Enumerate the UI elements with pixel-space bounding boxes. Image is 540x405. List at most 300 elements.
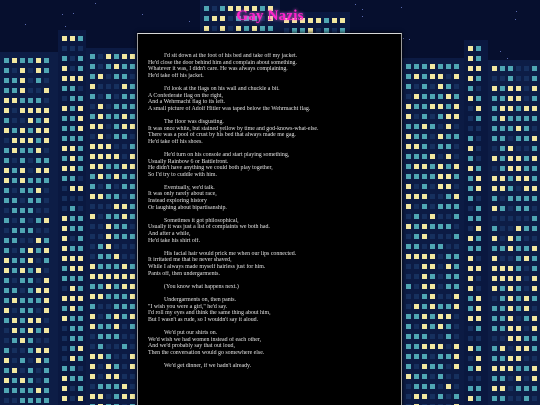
building-window <box>28 388 33 393</box>
building-window <box>78 216 83 221</box>
building-window <box>500 156 505 161</box>
building-window <box>468 56 473 61</box>
building-window <box>114 194 119 199</box>
poem-content-box[interactable] <box>137 33 402 405</box>
building-window <box>20 138 25 143</box>
building-window <box>28 328 33 333</box>
building-window <box>500 196 505 201</box>
building-window <box>98 324 103 329</box>
building-window <box>98 394 103 399</box>
building-window <box>4 358 9 363</box>
building-window <box>78 356 83 361</box>
building-window <box>36 188 41 193</box>
page-title: Gay Nazis <box>236 8 304 24</box>
building-window <box>492 76 497 81</box>
building-window <box>44 268 49 273</box>
poem-line: He'd take his shirt off. <box>148 237 201 244</box>
building-window <box>438 384 443 389</box>
building-window <box>414 214 419 219</box>
building-window <box>446 154 451 159</box>
building-window <box>524 156 529 161</box>
building-window <box>516 156 521 161</box>
building-window <box>406 144 411 149</box>
building-window <box>20 278 25 283</box>
building-window <box>78 86 83 91</box>
building-window <box>508 376 513 381</box>
building-window <box>422 104 427 109</box>
building-window <box>78 66 83 71</box>
building-window <box>476 306 481 311</box>
building-window <box>492 396 497 401</box>
building-window <box>414 64 419 69</box>
building-window <box>422 164 427 169</box>
building-window <box>524 276 529 281</box>
building-window <box>492 176 497 181</box>
building-window <box>406 274 411 279</box>
building-window <box>44 308 49 313</box>
building-window <box>106 64 111 69</box>
building-window <box>62 386 67 391</box>
building-window <box>12 218 17 223</box>
building-window <box>36 368 41 373</box>
building-window <box>36 118 41 123</box>
building-window <box>414 204 419 209</box>
building-window <box>90 334 95 339</box>
building-window <box>4 228 9 233</box>
building-window <box>492 136 497 141</box>
building-window <box>106 74 111 79</box>
building-window <box>532 196 537 201</box>
building-window <box>4 388 9 393</box>
building-window <box>508 66 513 71</box>
building-window <box>44 328 49 333</box>
building-window <box>28 398 33 403</box>
building-window <box>130 384 135 389</box>
building-window <box>28 368 33 373</box>
building-window <box>524 396 529 401</box>
building-window <box>422 64 427 69</box>
building-window <box>454 224 459 229</box>
building-window <box>62 206 67 211</box>
building-window <box>70 196 75 201</box>
building-window <box>130 84 135 89</box>
building-window <box>422 224 427 229</box>
building-window <box>524 126 529 131</box>
building-window <box>532 176 537 181</box>
building-window <box>438 74 443 79</box>
building-window <box>70 296 75 301</box>
building-window <box>406 334 411 339</box>
building-window <box>500 316 505 321</box>
building-window <box>98 144 103 149</box>
building-window <box>44 318 49 323</box>
building-window <box>430 334 435 339</box>
building-window <box>4 378 9 383</box>
building-window <box>500 326 505 331</box>
building-window <box>4 158 9 163</box>
building-window <box>44 98 49 103</box>
poem-line: A Confederate flag on the right, <box>148 92 223 99</box>
building-window <box>44 88 49 93</box>
building-window <box>454 194 459 199</box>
building-window <box>438 154 443 159</box>
building-window <box>468 396 473 401</box>
building-window <box>122 174 127 179</box>
building-window <box>468 306 473 311</box>
building-window <box>516 66 521 71</box>
building-window <box>422 254 427 259</box>
poem-line: He'd close the door behind him and complain about something. <box>148 59 297 66</box>
building-window <box>446 344 451 349</box>
building-window <box>492 266 497 271</box>
building-window <box>62 66 67 71</box>
building-window <box>62 186 67 191</box>
building-window <box>476 226 481 231</box>
building-window <box>20 398 25 403</box>
building-window <box>422 184 427 189</box>
building-window <box>454 84 459 89</box>
building-window <box>508 306 513 311</box>
building-window <box>500 386 505 391</box>
poem-line: So I'd try to cuddle with him. <box>148 171 217 178</box>
building-window <box>12 378 17 383</box>
building-window <box>106 214 111 219</box>
building-window <box>98 94 103 99</box>
building-window <box>430 274 435 279</box>
building-window <box>532 346 537 351</box>
building-window <box>122 74 127 79</box>
building-window <box>524 166 529 171</box>
building-window <box>438 314 443 319</box>
building-window <box>130 104 135 109</box>
building-window <box>516 216 521 221</box>
building-window <box>114 124 119 129</box>
star <box>355 4 356 5</box>
building-window <box>28 268 33 273</box>
building-window <box>122 104 127 109</box>
building-window <box>438 284 443 289</box>
building-window <box>36 168 41 173</box>
building-window <box>12 98 17 103</box>
building-window <box>524 326 529 331</box>
building-window <box>90 184 95 189</box>
building-window <box>422 284 427 289</box>
building-window <box>430 294 435 299</box>
building-window <box>454 324 459 329</box>
building-window <box>508 96 513 101</box>
building-window <box>476 286 481 291</box>
building-window <box>500 266 505 271</box>
poem-line: It irritated me that he never shaved, <box>148 257 232 264</box>
building-window <box>70 36 75 41</box>
poem-stanza <box>148 251 393 277</box>
building-window <box>414 114 419 119</box>
building-window <box>406 174 411 179</box>
building-window <box>36 378 41 383</box>
building-window <box>62 126 67 131</box>
building-window <box>500 396 505 401</box>
building-window <box>422 364 427 369</box>
building-window <box>430 174 435 179</box>
building-window <box>12 248 17 253</box>
building-window <box>476 316 481 321</box>
building-window <box>476 246 481 251</box>
building-window <box>20 378 25 383</box>
building-window <box>106 304 111 309</box>
building-window <box>454 304 459 309</box>
building-window <box>28 58 33 63</box>
building-window <box>422 394 427 399</box>
building-window <box>20 208 25 213</box>
building-window <box>98 234 103 239</box>
building-window <box>532 336 537 341</box>
building-window <box>122 254 127 259</box>
building-window <box>36 148 41 153</box>
building-window <box>12 88 17 93</box>
building-window <box>532 66 537 71</box>
building-window <box>130 304 135 309</box>
poem-line: Undergarments on, then pants. <box>164 297 237 304</box>
building-window <box>430 364 435 369</box>
building-window <box>28 248 33 253</box>
poem-line: It was once white, but stained yellow by time and god-knows-what-else. <box>148 125 319 132</box>
building-window <box>114 294 119 299</box>
building-window <box>36 158 41 163</box>
building-window <box>20 68 25 73</box>
building-window <box>106 314 111 319</box>
building-window <box>438 364 443 369</box>
building-window <box>500 186 505 191</box>
building-window <box>44 68 49 73</box>
building-window <box>62 36 67 41</box>
building-window <box>430 374 435 379</box>
building-window <box>130 364 135 369</box>
building-window <box>62 276 67 281</box>
building-window <box>36 138 41 143</box>
building-window <box>422 74 427 79</box>
building-window <box>20 338 25 343</box>
building-window <box>406 94 411 99</box>
building-window <box>446 224 451 229</box>
building-window <box>476 326 481 331</box>
building-window <box>422 374 427 379</box>
building-window <box>422 324 427 329</box>
building-window <box>492 326 497 331</box>
building-window <box>406 374 411 379</box>
building-window <box>454 104 459 109</box>
building-window <box>414 74 419 79</box>
building-window <box>524 76 529 81</box>
building-window <box>122 334 127 339</box>
poem-line: While I always made myself hairless just for him. <box>148 264 266 270</box>
building-window <box>516 336 521 341</box>
building-window <box>468 206 473 211</box>
building-window <box>106 294 111 299</box>
building-window <box>516 116 521 121</box>
building-window <box>78 386 83 391</box>
poem-line: And a Wehrmacht flag to its left. <box>148 99 226 106</box>
building-window <box>62 316 67 321</box>
building-window <box>508 286 513 291</box>
building-window <box>492 236 497 241</box>
building-window <box>516 206 521 211</box>
building-window <box>492 376 497 381</box>
building-window <box>36 398 41 403</box>
building-window <box>78 156 83 161</box>
building-window <box>28 358 33 363</box>
building-window <box>90 354 95 359</box>
poem-line: (You know what happens next.) <box>164 283 239 290</box>
building-window <box>406 184 411 189</box>
building-window <box>492 316 497 321</box>
building-window <box>62 376 67 381</box>
building-window <box>260 26 265 31</box>
building-window <box>78 176 83 181</box>
building-window <box>36 198 41 203</box>
building-window <box>492 246 497 251</box>
building-window <box>422 334 427 339</box>
building-window <box>114 224 119 229</box>
building-window <box>446 134 451 139</box>
building-window <box>70 46 75 51</box>
building-window <box>28 188 33 193</box>
building-window <box>414 374 419 379</box>
building-window <box>414 394 419 399</box>
building-window <box>508 396 513 401</box>
building-window <box>106 374 111 379</box>
building-window <box>12 398 17 403</box>
building-window <box>468 176 473 181</box>
building-window <box>20 98 25 103</box>
building-window <box>508 246 513 251</box>
building-window <box>4 308 9 313</box>
building-window <box>78 256 83 261</box>
building-window <box>500 236 505 241</box>
building-window <box>12 148 17 153</box>
building-window <box>12 208 17 213</box>
building-window <box>70 236 75 241</box>
building-window <box>98 374 103 379</box>
building-window <box>406 84 411 89</box>
building-window <box>70 246 75 251</box>
building-window <box>476 216 481 221</box>
building-window <box>44 368 49 373</box>
building-window <box>454 274 459 279</box>
building-window <box>90 104 95 109</box>
building-window <box>20 148 25 153</box>
building-window <box>122 164 127 169</box>
building-window <box>70 256 75 261</box>
building-window <box>12 318 17 323</box>
building-window <box>90 244 95 249</box>
building-window <box>438 214 443 219</box>
building-window <box>406 254 411 259</box>
building-window <box>422 94 427 99</box>
building-window <box>90 384 95 389</box>
building-window <box>468 216 473 221</box>
building-window <box>122 94 127 99</box>
building-window <box>476 126 481 131</box>
building-window <box>468 386 473 391</box>
building-window <box>114 254 119 259</box>
building-window <box>130 184 135 189</box>
building-window <box>70 86 75 91</box>
building-window <box>114 164 119 169</box>
building-window <box>36 68 41 73</box>
building-window <box>532 316 537 321</box>
building-window <box>62 166 67 171</box>
building-window <box>130 324 135 329</box>
building-window <box>90 364 95 369</box>
building-window <box>122 84 127 89</box>
building-window <box>122 194 127 199</box>
building-window <box>4 188 9 193</box>
building-window <box>438 354 443 359</box>
building-window <box>500 166 505 171</box>
building-window <box>430 114 435 119</box>
building-window <box>446 364 451 369</box>
building-window <box>98 384 103 389</box>
building-window <box>4 118 9 123</box>
building-window <box>406 244 411 249</box>
building-window <box>430 224 435 229</box>
building-window <box>422 84 427 89</box>
poem-stanza <box>148 185 393 211</box>
building-window <box>468 296 473 301</box>
building-window <box>406 294 411 299</box>
building-window <box>12 238 17 243</box>
building-window <box>430 74 435 79</box>
building-window <box>130 114 135 119</box>
building-window <box>78 96 83 101</box>
building-window <box>468 286 473 291</box>
building-window <box>20 118 25 123</box>
building-window <box>44 288 49 293</box>
building-window <box>438 124 443 129</box>
building-window <box>62 346 67 351</box>
building-window <box>44 138 49 143</box>
building-window <box>4 68 9 73</box>
building-window <box>90 394 95 399</box>
building-window <box>438 344 443 349</box>
building-window <box>122 234 127 239</box>
building-window <box>44 258 49 263</box>
building-window <box>4 78 9 83</box>
building-window <box>70 216 75 221</box>
building-window <box>508 126 513 131</box>
building-window <box>406 104 411 109</box>
building-window <box>70 366 75 371</box>
building-window <box>90 374 95 379</box>
building-window <box>524 306 529 311</box>
building-window <box>78 266 83 271</box>
building-window <box>70 316 75 321</box>
building-window <box>508 226 513 231</box>
building-window <box>414 134 419 139</box>
building-window <box>438 114 443 119</box>
building-window <box>468 356 473 361</box>
building-window <box>468 186 473 191</box>
building-window <box>106 104 111 109</box>
building-window <box>500 356 505 361</box>
building-window <box>508 346 513 351</box>
building-window <box>78 46 83 51</box>
building-window <box>430 314 435 319</box>
building-window <box>468 266 473 271</box>
building-window <box>524 116 529 121</box>
building-window <box>430 324 435 329</box>
building-window <box>236 26 241 31</box>
